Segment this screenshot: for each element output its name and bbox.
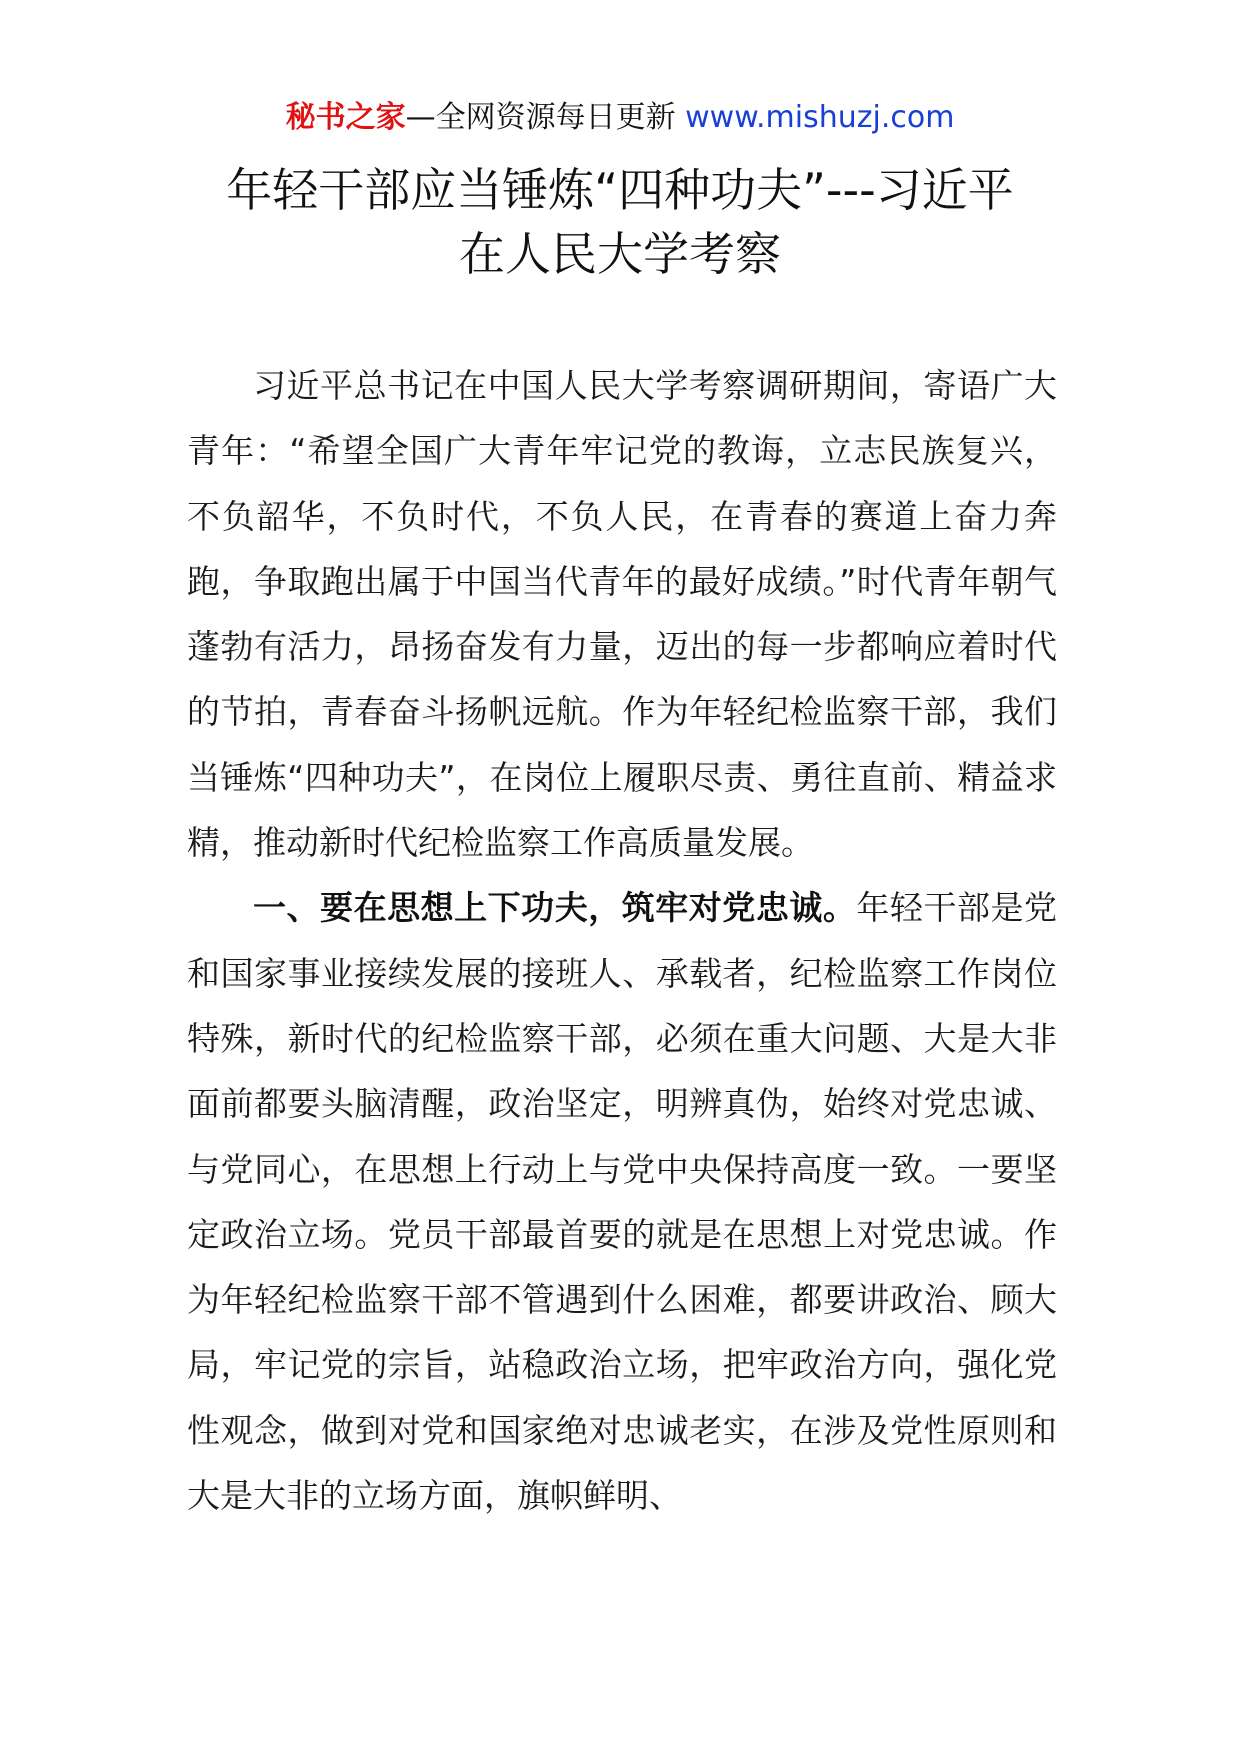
site-url-link[interactable]: www.mishuzj.com bbox=[685, 100, 955, 135]
brand-name: 秘书之家 bbox=[285, 100, 406, 135]
document-title bbox=[150, 158, 1090, 286]
document-body bbox=[187, 353, 1057, 1528]
title-line-1: 年轻干部应当锤炼“四种功夫”---习近平 bbox=[226, 163, 1014, 217]
section-one-text: 年轻干部是党和国家事业接续发展的接班人、承载者，纪检监察工作岗位特殊，新时代的纪检监察干部，必须在重大问题、大是大非面前都要头脑清醒，政治坚定，明辨真伪，始终对党忠诚、与党同心，在思想上行动上与党中央保持高度一致。一要坚定政治立场。党员干部最首要的就是在思想上对党忠诚。作为年轻纪检监察干部不管遇到什么困难，都要讲政治、顾大局，牢记党的宗旨，站稳政治立场，把牢政治方向，强化党性观念，做到对党和国家绝对忠诚老实，在涉及党性原则和大是大非的立场方面，旗帜鲜明、 bbox=[187, 888, 1058, 1516]
intro-paragraph: 习近平总书记在中国人民大学考察调研期间，寄语广大青年：“希望全国广大青年牢记党的教诲，立志民族复兴，不负韶华，不负时代，不负人民，在青春的赛道上奋力奔跑，争取跑出属于中国当代青年的最好成绩。”时代青年朝气蓬勃有活力，昂扬奋发有力量，迈出的每一步都响应着时代的节拍，青春奋斗扬帆远航。作为年轻纪检监察干部，我们当锤炼“四种功夫”，在岗位上履职尽责、勇往直前、精益求精，推动新时代纪检监察工作高质量发展。 bbox=[187, 366, 1057, 863]
section-one-heading: 一、要在思想上下功夫，筑牢对党忠诚。 bbox=[253, 888, 857, 928]
header-tagline: —全网资源每日更新 bbox=[405, 100, 686, 135]
site-header bbox=[0, 98, 1240, 138]
section-one-paragraph bbox=[187, 875, 1057, 1528]
title-line-2: 在人民大学考察 bbox=[459, 227, 781, 281]
